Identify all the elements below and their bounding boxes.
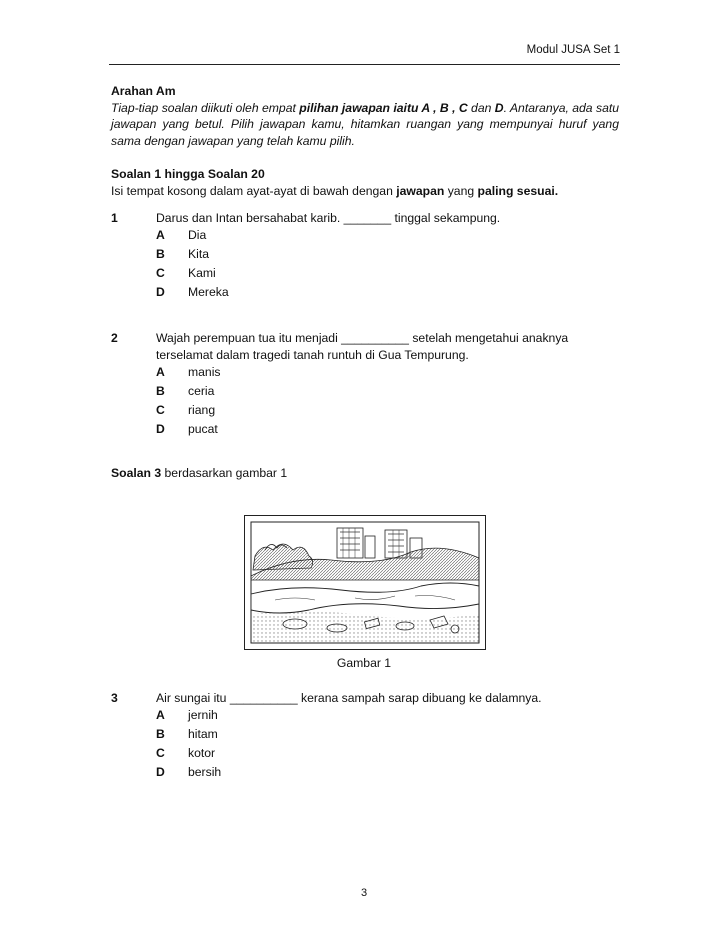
option-d (156, 421, 621, 440)
option-b (156, 383, 621, 402)
question-1 (111, 210, 621, 303)
instructions-block (111, 83, 619, 149)
option-text: bersih (188, 765, 222, 779)
option-letter: A (156, 365, 165, 379)
river-pollution-drawing (245, 516, 485, 649)
option-text: jernih (188, 708, 218, 722)
option-letter: C (156, 746, 165, 760)
option-text: kotor (188, 746, 216, 760)
figure-intro-rest: berdasarkan gambar 1 (161, 466, 288, 480)
instructions-text-2: pilihan jawapan iaitu A , B , C (299, 100, 468, 115)
section-instruction-3: yang (444, 183, 478, 198)
option-letter: C (156, 266, 165, 280)
option-letter: B (156, 727, 165, 741)
option-d (156, 764, 621, 783)
option-letter: C (156, 403, 165, 417)
question-3 (111, 690, 621, 783)
page-number: 3 (360, 887, 368, 899)
gambar-1-illustration (244, 515, 486, 650)
option-letter: D (156, 765, 165, 779)
option-text: Dia (188, 228, 207, 242)
option-b (156, 246, 621, 265)
option-c (156, 265, 621, 284)
option-text: pucat (188, 422, 218, 436)
option-text: Mereka (188, 285, 229, 299)
figure-caption: Gambar 1 (336, 656, 392, 670)
option-text: riang (188, 403, 216, 417)
question-number: 3 (111, 691, 118, 705)
instructions-title: Arahan Am (111, 84, 176, 98)
instructions-text (111, 100, 619, 150)
section-instruction (111, 183, 619, 200)
option-d (156, 284, 621, 303)
section-title: Soalan 1 hingga Soalan 20 (111, 167, 265, 181)
option-text: Kami (188, 266, 216, 280)
option-b (156, 726, 621, 745)
option-letter: A (156, 708, 165, 722)
instructions-text-4: D (494, 100, 504, 115)
option-c (156, 402, 621, 421)
question-2 (111, 330, 621, 440)
question-number: 1 (111, 211, 118, 225)
option-text: hitam (188, 727, 218, 741)
option-text: manis (188, 365, 221, 379)
module-header: Modul JUSA Set 1 (526, 44, 620, 56)
option-letter: A (156, 228, 165, 242)
section-instruction-4: paling sesuai. (477, 183, 559, 198)
instructions-text-3: dan (467, 100, 495, 115)
option-a (156, 364, 621, 383)
option-letter: D (156, 285, 165, 299)
instructions-text-5: . Antaranya, ada satu jawapan yang betul. Pilih jawapan kamu, hitamkan ruangan yang mempunyai huruf yang sama dengan jawapan yang telah kamu pilih. (111, 100, 620, 148)
option-letter: D (156, 422, 165, 436)
section-instruction-2: jawapan (396, 183, 445, 198)
option-a (156, 227, 621, 246)
section-block (111, 166, 619, 199)
section-instruction-1: Isi tempat kosong dalam ayat-ayat di bawah dengan (111, 183, 397, 198)
option-text: Kita (188, 247, 210, 261)
option-c (156, 745, 621, 764)
option-letter: B (156, 247, 165, 261)
option-text: ceria (188, 384, 215, 398)
question-stem: Wajah perempuan tua itu menjadi __________ setelah mengetahui anaknya terselamat dalam tragedi tanah runtuh di Gua Tempurung. (156, 331, 569, 362)
question-number: 2 (111, 331, 118, 345)
header-divider (109, 64, 620, 65)
option-a (156, 707, 621, 726)
option-letter: B (156, 384, 165, 398)
instructions-text-1: Tiap-tiap soalan diikuti oleh empat (111, 100, 300, 115)
figure-intro-bold: Soalan 3 (111, 466, 162, 480)
question-stem: Darus dan Intan bersahabat karib. _______ tinggal sekampung. (156, 211, 501, 225)
question-stem: Air sungai itu __________ kerana sampah sarap dibuang ke dalamnya. (156, 691, 542, 705)
figure-intro (111, 465, 619, 482)
